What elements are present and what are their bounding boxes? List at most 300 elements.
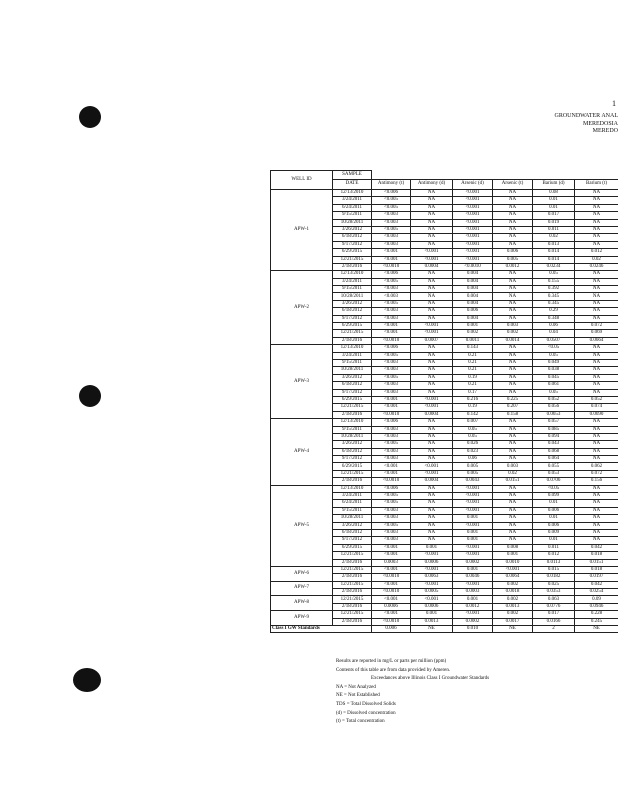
table-notes [336,658,489,727]
result-cell: NA [493,271,533,278]
result-cell: <0.003 [372,426,411,433]
result-cell: <0.001 [453,485,493,492]
result-cell: <0.001 [453,522,493,529]
result-cell: <0.001 [453,219,493,226]
result-cell: 0.0004 [411,263,453,270]
result-cell: <0.001 [411,330,453,337]
result-cell: NA [575,315,618,322]
result-cell: <0.001 [411,596,453,603]
result-cell: <0.005 [372,352,411,359]
well-id-cell: APW-2 [271,271,333,345]
result-cell: <0.003 [372,456,411,463]
sample-date-cell: 10/28/2011 [333,293,372,300]
result-cell: 0.0006 [372,603,411,610]
result-cell: 0.0007 [411,337,453,344]
result-cell: NA [411,234,453,241]
result-cell: NA [575,529,618,536]
result-cell: NA [411,507,453,514]
result-cell: <0.001 [372,566,411,573]
result-cell: 0.0197 [575,574,618,581]
result-cell: NA [411,219,453,226]
col-header-arsenic-t: Arsenic (t) [493,180,533,190]
result-cell: <0.001 [453,544,493,551]
result-cell: 0.0353 [533,589,575,596]
result-cell: NA [575,389,618,396]
result-cell: NA [493,507,533,514]
result-cell: <0.0010 [372,574,411,581]
result-cell: 0.004 [453,271,493,278]
sample-date-cell: 12/21/2015 [333,552,372,559]
result-cell: NA [575,352,618,359]
standards-label: Class I GW Standards [271,626,372,633]
sample-date-cell: 9/15/2011 [333,286,372,293]
result-cell: 0.001 [453,529,493,536]
result-cell: NA [411,278,453,285]
sample-date-cell: 6/29/2015 [333,463,372,470]
sample-date-cell: 2/18/2016 [333,337,372,344]
note-line: TDS = Total Dissolved Solids [336,701,396,707]
sample-date-cell: 10/28/2011 [333,367,372,374]
standard-barium-d: 2 [533,626,575,633]
result-cell: NA [493,278,533,285]
result-cell: 0.0003 [453,589,493,596]
table-row [271,271,618,278]
col-header-antimony-d: Antimony (d) [411,180,453,190]
result-cell: NA [575,374,618,381]
result-cell: 0.011 [533,226,575,233]
note-line: (t) = Total concentration [336,719,385,725]
result-cell: <0.003 [372,286,411,293]
result-cell: NA [493,426,533,433]
sample-date-cell: 12/13/2010 [333,190,372,197]
sample-date-cell: 9/17/2012 [333,241,372,248]
result-cell: 0.05 [453,433,493,440]
result-cell: NA [575,382,618,389]
result-cell: 0.29 [533,308,575,315]
result-cell: 0.17 [453,389,493,396]
result-cell: 0.0043 [453,478,493,485]
result-cell: NA [411,382,453,389]
result-cell: 0.001 [453,566,493,573]
result-cell: 0.05 [533,389,575,396]
result-cell: 0.064 [533,456,575,463]
result-cell: 0.0064 [493,574,533,581]
result-cell: <0.005 [372,204,411,211]
result-cell: 0.0003 [372,559,411,566]
standard-antimony-d: NE [411,626,453,633]
result-cell: <0.003 [372,382,411,389]
result-cell: <0.001 [372,470,411,477]
result-cell: NA [493,382,533,389]
result-cell: <0.003 [372,308,411,315]
result-cell: <0.005 [372,226,411,233]
result-cell: 0.0006 [411,559,453,566]
result-cell: 0.0010 [493,559,533,566]
result-cell: 0.05 [533,352,575,359]
result-cell: NA [493,448,533,455]
result-cell: <0.0010 [372,589,411,596]
well-id-cell: APW-6 [271,566,333,581]
result-cell: 0.094 [533,433,575,440]
result-cell: 0.062 [575,463,618,470]
result-cell: <0.001 [372,611,411,618]
report-title-line3: MEREDO [592,128,618,134]
result-cell: 0.002 [493,330,533,337]
result-cell: NA [411,241,453,248]
result-cell: NA [411,493,453,500]
result-cell: 0.0004 [411,478,453,485]
result-cell: 0.004 [453,286,493,293]
result-cell: 0.002 [493,596,533,603]
result-cell: 0.099 [533,493,575,500]
well-id-cell: APW-3 [271,345,333,419]
result-cell: 0.0151 [575,559,618,566]
result-cell: NA [493,419,533,426]
result-cell: NA [493,352,533,359]
result-cell: 0.21 [453,359,493,366]
result-cell: 0.003 [493,463,533,470]
result-cell: 0.013 [533,241,575,248]
result-cell: NA [411,419,453,426]
well-id-cell: APW-8 [271,596,333,611]
result-cell: 0.002 [493,611,533,618]
result-cell: NA [575,456,618,463]
result-cell: NA [575,212,618,219]
sample-date-cell: 2/18/2016 [333,603,372,610]
result-cell: 0.056 [533,404,575,411]
result-cell: NA [411,190,453,197]
result-cell: 0.0018 [493,589,533,596]
result-cell: 0.069 [575,330,618,337]
result-cell: <0.05 [533,485,575,492]
result-cell: 0.049 [533,359,575,366]
result-cell: <0.003 [372,234,411,241]
result-cell: 0.0063 [411,574,453,581]
result-cell: <0.001 [453,249,493,256]
result-cell: 0.023 [453,448,493,455]
note-line: NE = Not Established [336,693,380,699]
result-cell: 0.0002 [453,559,493,566]
result-cell: 0.143 [453,345,493,352]
result-cell: <0.001 [453,212,493,219]
result-cell: 0.05 [453,426,493,433]
result-cell: NA [411,352,453,359]
result-cell: <0.003 [372,212,411,219]
sample-date-cell: 3/24/2011 [333,278,372,285]
result-cell: NA [575,219,618,226]
result-cell: <0.006 [372,485,411,492]
report-title-line1: GROUNDWATER ANAL [554,113,618,119]
sample-date-cell: 12/13/2010 [333,271,372,278]
sample-date-cell: 2/18/2016 [333,263,372,270]
result-cell: NA [411,433,453,440]
result-cell: NA [493,286,533,293]
result-cell: 0.001 [453,537,493,544]
result-cell: <0.001 [411,470,453,477]
binder-hole-top [79,106,101,128]
result-cell: 0.068 [533,448,575,455]
result-cell: NA [575,485,618,492]
result-cell: <0.001 [372,552,411,559]
sample-date-cell: 2/18/2016 [333,574,372,581]
result-cell: <0.001 [411,463,453,470]
result-cell: 0.009 [533,529,575,536]
result-cell: 0.074 [575,404,618,411]
page-number: 1 [612,99,616,108]
result-cell: <0.001 [411,323,453,330]
table-row [271,566,618,573]
result-cell: 0.0014 [493,337,533,344]
result-cell: <0.001 [453,226,493,233]
col-header-well-id: WELL ID [271,171,333,190]
sample-date-cell: 9/15/2011 [333,426,372,433]
result-cell: NA [575,507,618,514]
result-cell: <0.001 [453,190,493,197]
result-cell: NA [575,448,618,455]
result-cell: NA [411,300,453,307]
result-cell: 0.225 [493,396,533,403]
sample-date-cell: 10/28/2011 [333,433,372,440]
binder-hole-middle [79,385,101,407]
result-cell: 0.008 [493,544,533,551]
result-cell: 0.001 [453,596,493,603]
result-cell: 0.014 [533,249,575,256]
col-header-arsenic-d: Arsenic (d) [453,180,493,190]
result-cell: NA [575,493,618,500]
note-line: Exceedances above Illinois Class I Groundwater Standards [371,676,490,682]
result-cell: 0.003 [493,323,533,330]
result-cell: 0.0946 [575,603,618,610]
result-cell: NA [493,456,533,463]
sample-date-cell: 3/26/2012 [333,226,372,233]
result-cell: <0.001 [372,404,411,411]
result-cell: NA [575,522,618,529]
result-cell: 0.061 [533,382,575,389]
col-header-antimony-t: Antimony (t) [372,180,411,190]
result-cell: 0.005 [493,256,533,263]
result-cell: <0.0010 [453,263,493,270]
result-cell: <0.001 [411,396,453,403]
result-cell: NA [493,190,533,197]
result-cell: NA [575,433,618,440]
result-cell: 0.001 [493,552,533,559]
result-cell: 0.0776 [533,603,575,610]
result-cell: 0.207 [493,404,533,411]
result-cell: 0.0005 [411,589,453,596]
result-cell: <0.001 [372,463,411,470]
sample-date-cell: 3/26/2012 [333,374,372,381]
result-cell: 0.042 [575,581,618,588]
result-cell: 0.09 [575,596,618,603]
note-line: Results are reported in mg/L or parts per million (ppm) [336,659,447,664]
result-cell: <0.001 [372,581,411,588]
result-cell: 0.216 [453,396,493,403]
sample-date-cell: 12/21/2015 [333,404,372,411]
result-cell: <0.005 [372,300,411,307]
result-cell: 0.21 [453,382,493,389]
sample-date-cell: 6/18/2012 [333,448,372,455]
sample-date-cell: 12/13/2010 [333,485,372,492]
result-cell: 0.085 [533,426,575,433]
result-cell: <0.001 [453,507,493,514]
table-row [271,419,618,426]
result-cell: 0.19 [453,404,493,411]
result-cell: <0.003 [372,507,411,514]
result-cell: <0.001 [453,611,493,618]
result-cell: <0.001 [453,493,493,500]
sample-date-cell: 12/21/2015 [333,256,372,263]
result-cell: NA [411,293,453,300]
result-cell: NA [575,286,618,293]
result-cell: 0.0664 [575,337,618,344]
result-cell: NA [575,308,618,315]
result-cell: <0.005 [372,278,411,285]
result-cell: 0.026 [453,441,493,448]
result-cell: 0.0002 [453,618,493,625]
result-cell: 0.0012 [453,603,493,610]
result-cell: <0.005 [372,374,411,381]
result-cell: <0.006 [372,190,411,197]
table-row [271,611,618,618]
sample-date-cell: 12/21/2015 [333,566,372,573]
result-cell: NA [411,522,453,529]
result-cell: <0.001 [411,249,453,256]
result-cell: 0.228 [575,611,618,618]
result-cell: <0.006 [372,419,411,426]
sample-date-cell: 3/24/2011 [333,352,372,359]
result-cell: 0.06 [453,456,493,463]
result-cell: 0.21 [453,352,493,359]
result-cell: <0.001 [372,256,411,263]
well-id-cell: APW-7 [271,581,333,596]
result-cell: 0.01 [533,500,575,507]
well-id-cell: APW-4 [271,419,333,486]
sample-date-cell: 2/18/2016 [333,478,372,485]
result-cell: NA [411,315,453,322]
result-cell: 0.245 [575,618,618,625]
result-cell: <0.001 [453,234,493,241]
result-cell: NA [575,300,618,307]
result-cell: <0.003 [372,367,411,374]
result-cell: 0.01 [533,515,575,522]
report-title-line2: MEREDOSIA [582,121,618,127]
result-cell: NA [411,485,453,492]
result-cell: NA [411,271,453,278]
sample-date-cell: 2/18/2016 [333,411,372,418]
result-cell: <0.001 [453,204,493,211]
result-cell: 0.045 [533,374,575,381]
result-cell: <0.0010 [372,618,411,625]
result-cell: NA [575,426,618,433]
well-id-cell: APW-1 [271,190,333,271]
sample-date-cell: 6/29/2015 [333,249,372,256]
result-cell: NA [493,293,533,300]
result-cell: NA [411,197,453,204]
standard-arsenic-d: 0.010 [453,626,493,633]
result-cell: 0.001 [411,544,453,551]
result-cell: NA [411,308,453,315]
result-cell: <0.001 [411,256,453,263]
result-cell: 0.001 [411,611,453,618]
result-cell: 0.08 [533,190,575,197]
result-cell: <0.003 [372,241,411,248]
result-cell: 0.018 [575,552,618,559]
sample-date-cell: 12/21/2015 [333,611,372,618]
result-cell: NA [493,389,533,396]
result-cell: 0.0254 [575,589,618,596]
result-cell: 0.0013 [411,618,453,625]
result-cell: NA [411,389,453,396]
result-cell: NA [411,212,453,219]
result-cell: NA [411,204,453,211]
result-cell: <0.003 [372,537,411,544]
result-cell: 0.072 [575,323,618,330]
result-cell: 0.21 [453,367,493,374]
result-cell: <0.001 [411,581,453,588]
result-cell: 0.0046 [453,574,493,581]
result-cell: 0.0013 [493,603,533,610]
result-cell: NA [493,522,533,529]
sample-date-cell: 12/13/2010 [333,345,372,352]
note-line: Contents of this table are from data provided by Ameren. [336,667,451,673]
sample-date-cell: 3/26/2012 [333,441,372,448]
sample-date-cell: 2/18/2016 [333,618,372,625]
result-cell: NA [411,345,453,352]
result-cell: <0.001 [372,323,411,330]
result-cell: NA [493,485,533,492]
result-cell: 0.015 [533,566,575,573]
result-cell: NA [493,197,533,204]
result-cell: NA [493,515,533,522]
result-cell: <0.001 [453,500,493,507]
result-cell: <0.001 [453,552,493,559]
result-cell: 0.02 [533,234,575,241]
sample-date-cell: 9/17/2012 [333,315,372,322]
table-body [271,190,618,626]
result-cell: 0.038 [533,367,575,374]
result-cell: 0.02 [575,256,618,263]
table-row [271,345,618,352]
result-cell: <0.001 [453,256,493,263]
result-cell: 0.018 [575,566,618,573]
result-cell: 0.052 [533,396,575,403]
result-cell: 0.142 [453,411,493,418]
result-cell: 0.063 [533,596,575,603]
result-cell: NA [493,441,533,448]
result-cell: 0.019 [533,219,575,226]
result-cell: 0.017 [533,611,575,618]
result-cell: 0.017 [533,212,575,219]
result-cell: <0.003 [372,359,411,366]
standard-antimony-t: 0.006 [372,626,411,633]
sample-date-cell: 6/29/2015 [333,544,372,551]
sample-date-cell: 2/18/2016 [333,589,372,596]
result-cell: 0.0004 [411,411,453,418]
result-cell: NA [411,456,453,463]
result-cell: <0.001 [372,544,411,551]
result-cell: NA [411,529,453,536]
table-row [271,190,618,197]
result-cell: NA [575,271,618,278]
result-cell: NA [411,359,453,366]
result-cell: <0.005 [372,500,411,507]
sample-date-cell: 6/18/2012 [333,308,372,315]
table-row [271,485,618,492]
result-cell: NA [575,367,618,374]
sample-date-cell: 10/28/2011 [333,219,372,226]
result-cell: <0.003 [372,219,411,226]
sample-date-cell: 3/26/2012 [333,300,372,307]
